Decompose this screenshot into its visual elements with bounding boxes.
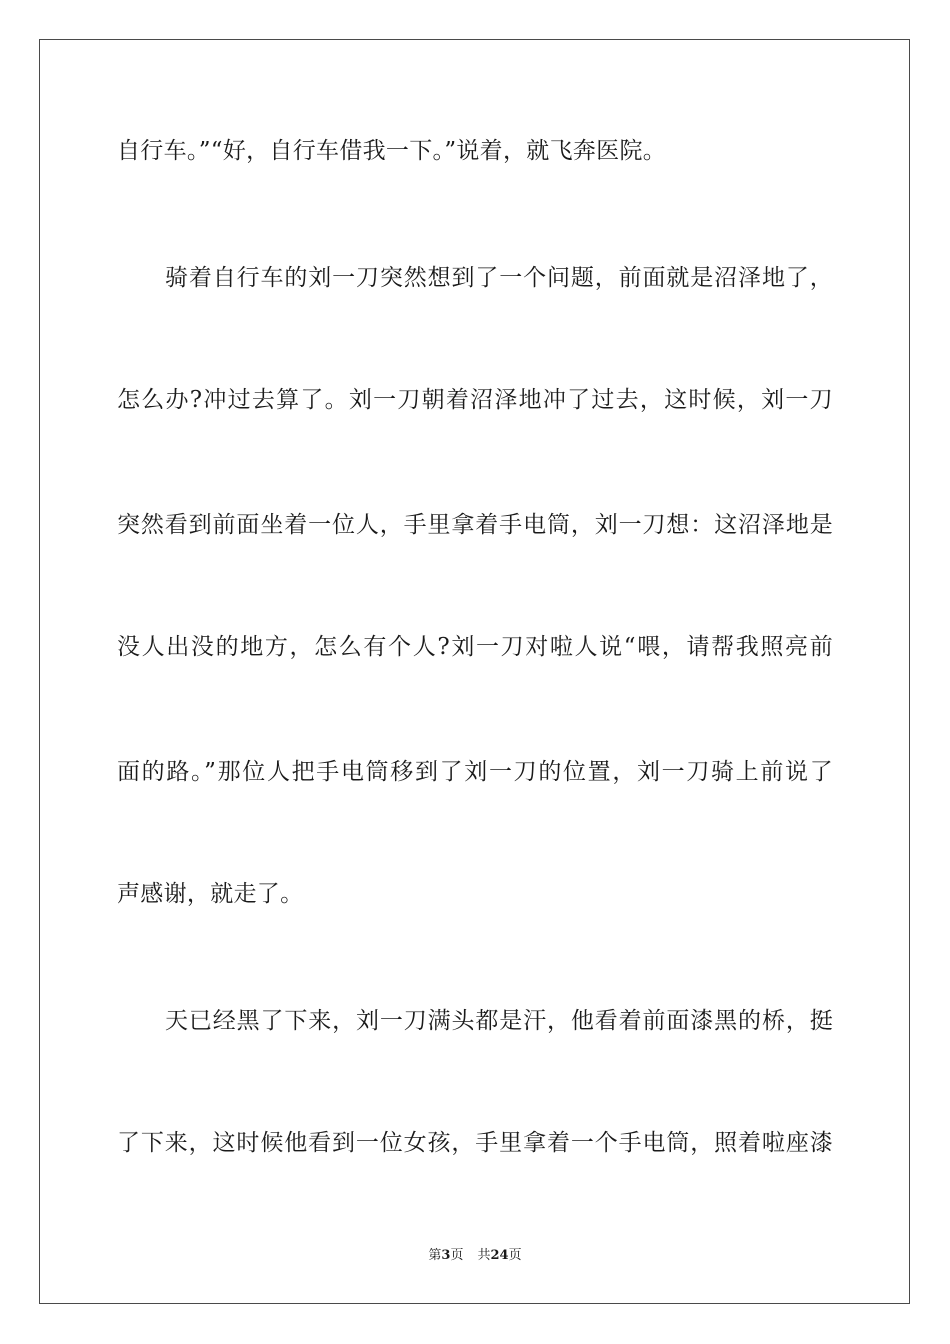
text-line-4: 突然看到前面坐着一位人，手里拿着手电筒，刘一刀想：这沼泽地是 [117, 512, 833, 538]
total-pages: 24 [490, 1248, 509, 1263]
text-line-2: 骑着自行车的刘一刀突然想到了一个问题，前面就是沼泽地了， [165, 265, 833, 291]
text-line-7: 声感谢，就走了。 [117, 881, 304, 907]
text-line-6: 面的路。”那位人把手电筒移到了刘一刀的位置，刘一刀骑上前说了 [117, 759, 833, 785]
page-footer [0, 1247, 950, 1265]
text-line-1: 自行车。”“好，自行车借我一下。”说着，就飞奔医院。 [117, 138, 667, 164]
total-prefix: 共 [477, 1248, 491, 1263]
text-line-9: 了下来，这时候他看到一位女孩，手里拿着一个手电筒，照着啦座漆 [117, 1130, 833, 1156]
text-line-5: 没人出没的地方，怎么有个人?刘一刀对啦人说“喂，请帮我照亮前 [117, 634, 833, 660]
total-suffix: 页 [508, 1248, 522, 1263]
page-suffix: 页 [450, 1248, 464, 1263]
page-prefix: 第 [428, 1248, 442, 1263]
text-line-3: 怎么办?冲过去算了。刘一刀朝着沼泽地冲了过去，这时候，刘一刀 [117, 387, 833, 413]
text-line-8: 天已经黑了下来，刘一刀满头都是汗，他看着前面漆黑的桥，挺 [165, 1008, 833, 1034]
page-number: 3 [441, 1248, 451, 1263]
page-border [39, 39, 910, 1304]
